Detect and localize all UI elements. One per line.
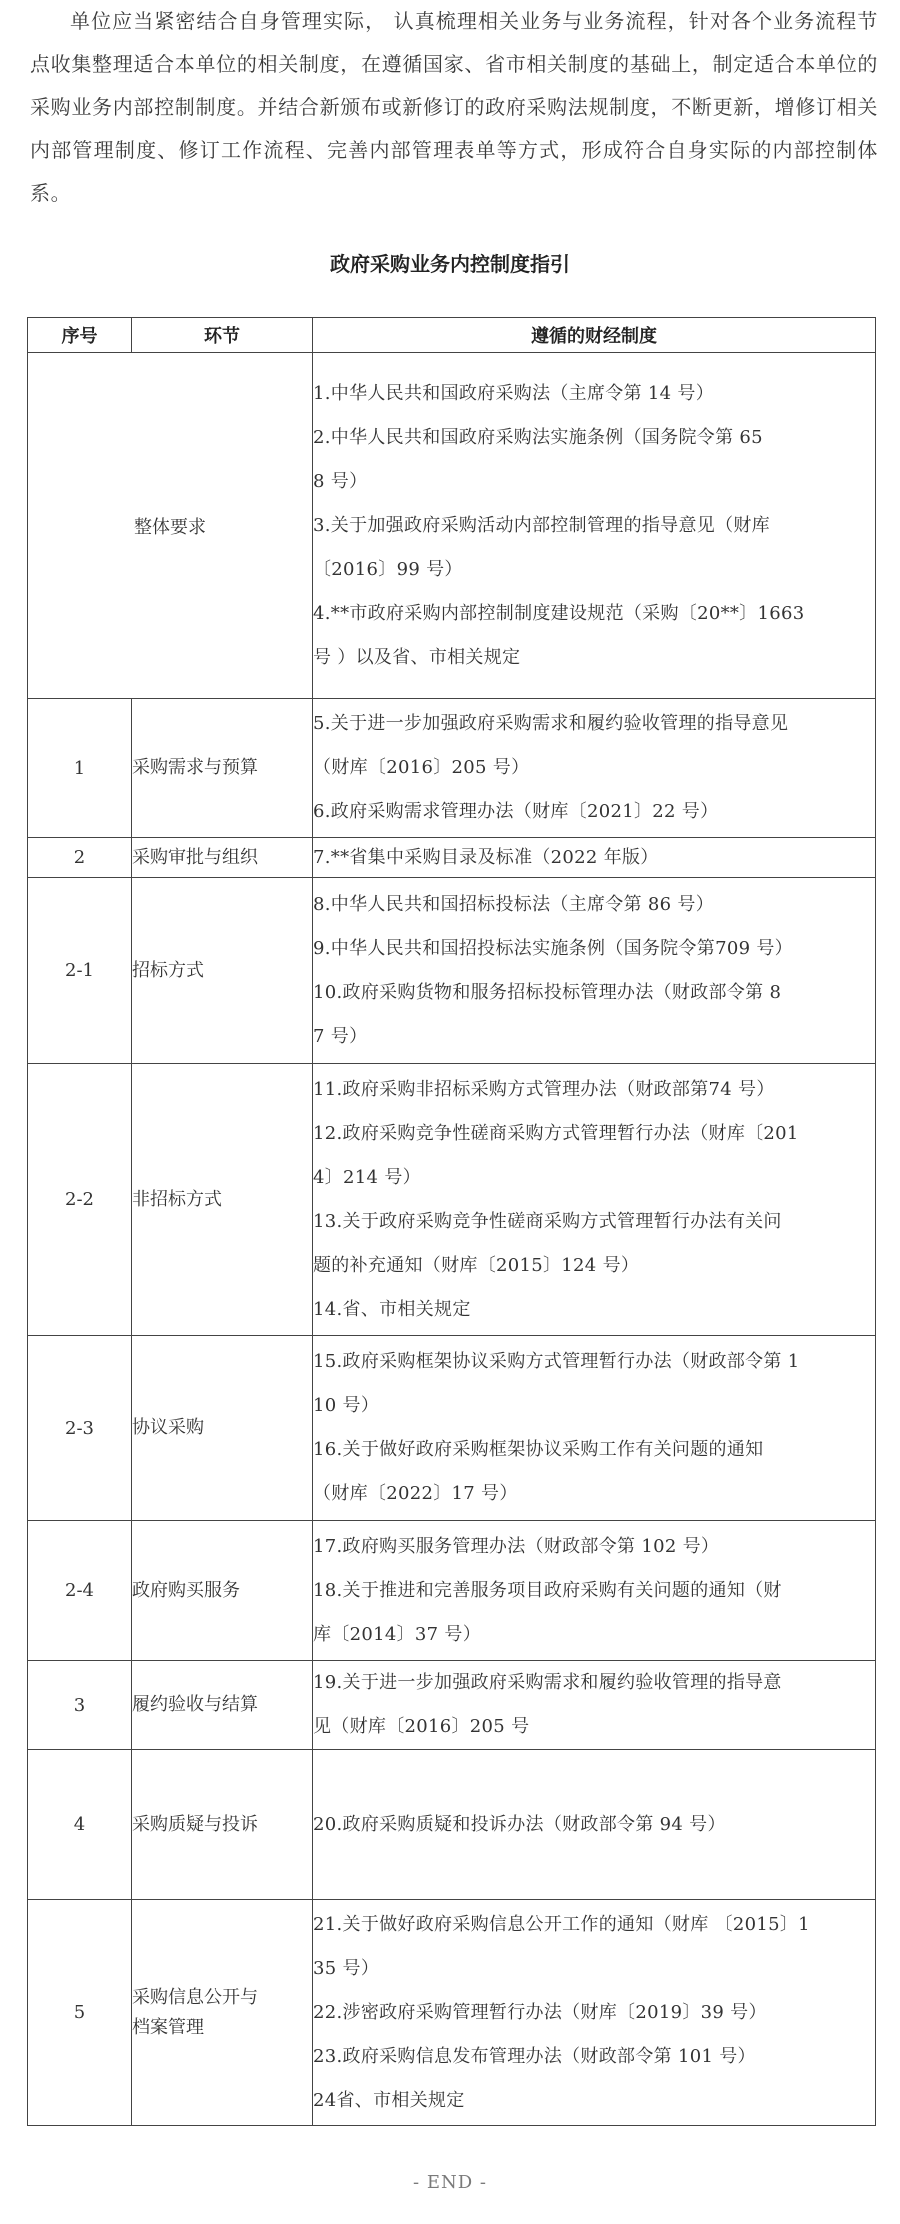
header-stage: 环节 xyxy=(132,318,313,353)
reg-line: 16.关于做好政府采购框架协议采购工作有关问题的通知 xyxy=(313,1439,764,1460)
reg-line: 库〔2014〕37 号） xyxy=(313,1623,482,1645)
stage-cell: 协议采购 xyxy=(132,1336,313,1521)
reg-line: 3.关于加强政府采购活动内部控制管理的指导意见（财库 xyxy=(313,514,770,536)
table-row xyxy=(28,1661,876,1750)
table-row xyxy=(28,1064,876,1336)
stage-cell: 采购需求与预算 xyxy=(132,699,313,838)
table-row xyxy=(28,353,876,699)
reg-line: 7.**省集中采购目录及标准（2022 年版） xyxy=(313,846,659,868)
seq-cell: 5 xyxy=(28,1900,132,2126)
reg-line: 10 号） xyxy=(313,1395,380,1416)
regs-cell xyxy=(313,1336,876,1521)
seq-cell: 2 xyxy=(28,838,132,878)
stage-cell: 招标方式 xyxy=(132,878,313,1064)
reg-line: 13.关于政府采购竞争性磋商采购方式管理暂行办法有关问 xyxy=(313,1210,782,1232)
reg-line: 号 ）以及省、市相关规定 xyxy=(313,646,521,668)
seq-cell: 3 xyxy=(28,1661,132,1750)
reg-line: 35 号） xyxy=(313,1957,380,1979)
regs-cell xyxy=(313,878,876,1064)
reg-line: 10.政府采购货物和服务招标投标管理办法（财政部令第 8 xyxy=(313,981,782,1003)
stage-cell: 履约验收与结算 xyxy=(132,1661,313,1750)
reg-line: 18.关于推进和完善服务项目政府采购有关问题的通知（财 xyxy=(313,1579,782,1601)
reg-line: 2.中华人民共和国政府采购法实施条例（国务院令第 65 xyxy=(313,426,763,448)
reg-line: 12.政府采购竞争性磋商采购方式管理暂行办法（财库〔201 xyxy=(313,1122,799,1144)
table-title: 政府采购业务内控制度指引 xyxy=(330,252,570,276)
reg-line: 6.政府采购需求管理办法（财库〔2021〕22 号） xyxy=(313,801,719,822)
reg-line: （财库〔2016〕205 号） xyxy=(313,757,530,778)
reg-line: （财库〔2022〕17 号） xyxy=(313,1483,518,1504)
reg-line: 5.关于进一步加强政府采购需求和履约验收管理的指导意见 xyxy=(313,713,789,734)
regs-cell xyxy=(313,699,876,838)
reg-line: 4.**市政府采购内部控制制度建设规范（采购〔20**〕1663 xyxy=(313,602,805,624)
table-row xyxy=(28,838,876,878)
table-header-row xyxy=(28,318,876,353)
reg-line: 19.关于进一步加强政府采购需求和履约验收管理的指导意 xyxy=(313,1672,782,1693)
header-seq: 序号 xyxy=(28,318,132,353)
regs-cell xyxy=(313,353,876,699)
stage-cell xyxy=(132,1900,313,2126)
seq-cell: 2-3 xyxy=(28,1336,132,1521)
regs-cell xyxy=(313,1661,876,1750)
reg-line: 8 号） xyxy=(313,470,368,492)
reg-line: 17.政府购买服务管理办法（财政部令第 102 号） xyxy=(313,1535,720,1557)
reg-line: 21.关于做好政府采购信息公开工作的通知（财库 〔2015〕1 xyxy=(313,1913,810,1935)
reg-line: 15.政府采购框架协议采购方式管理暂行办法（财政部令第 1 xyxy=(313,1351,800,1372)
reg-line: 23.政府采购信息发布管理办法（财政部令第 101 号） xyxy=(313,2045,756,2067)
reg-line: 14.省、市相关规定 xyxy=(313,1298,471,1320)
seq-cell: 2-4 xyxy=(28,1521,132,1661)
table-row xyxy=(28,1900,876,2126)
regs-cell xyxy=(313,1521,876,1661)
reg-line: 见（财库〔2016〕205 号 xyxy=(313,1716,530,1737)
reg-line: 9.中华人民共和国招投标法实施条例（国务院令第709 号） xyxy=(313,937,793,959)
reg-line: 〔2016〕99 号） xyxy=(313,558,463,580)
header-regs: 遵循的财经制度 xyxy=(313,318,876,353)
reg-line: 7 号） xyxy=(313,1025,368,1047)
regs-cell xyxy=(313,1900,876,2126)
table-row xyxy=(28,878,876,1064)
seq-cell: 2-1 xyxy=(28,878,132,1064)
seq-cell: 4 xyxy=(28,1750,132,1900)
reg-line: 8.中华人民共和国招标投标法（主席令第 86 号） xyxy=(313,893,715,915)
stage-cell: 政府购买服务 xyxy=(132,1521,313,1661)
reg-line: 1.中华人民共和国政府采购法（主席令第 14 号） xyxy=(313,382,715,404)
end-marker: - END - xyxy=(413,2172,487,2193)
table-row xyxy=(28,1750,876,1900)
regs-cell xyxy=(313,838,876,878)
table-row xyxy=(28,1336,876,1521)
seq-cell: 2-2 xyxy=(28,1064,132,1336)
reg-line: 24省、市相关规定 xyxy=(313,2089,465,2111)
stage-line: 采购信息公开与 xyxy=(132,1986,258,2008)
stage-line: 档案管理 xyxy=(132,2016,204,2038)
table-row xyxy=(28,1521,876,1661)
table-row xyxy=(28,699,876,838)
regs-cell xyxy=(313,1064,876,1336)
intro-paragraph: 单位应当紧密结合自身管理实际， 认真梳理相关业务与业务流程，针对各个业务流程节点收集整理适合本单位的相关制度，在遵循国家、省市相关制度的基础上，制定适合本单位的采购业务内部控制制度。并结合新颁布或新修订的政府采购法规制度，不断更新，增修订相关内部管理制度、修订工作流程、完善内部管理表单等方式，形成符合自身实际的内部控制体系。 xyxy=(30,9,878,205)
reg-line: 4〕214 号） xyxy=(313,1166,421,1188)
stage-cell-overall: 整体要求 xyxy=(28,353,313,699)
stage-cell: 非招标方式 xyxy=(132,1064,313,1336)
reg-line: 22.涉密政府采购管理暂行办法（财库〔2019〕39 号） xyxy=(313,2001,767,2023)
stage-cell: 采购质疑与投诉 xyxy=(132,1750,313,1900)
seq-cell: 1 xyxy=(28,699,132,838)
reg-line: 11.政府采购非招标采购方式管理办法（财政部第74 号） xyxy=(313,1078,775,1100)
regulation-table xyxy=(27,317,876,2126)
regs-cell xyxy=(313,1750,876,1900)
reg-line: 20.政府采购质疑和投诉办法（财政部令第 94 号） xyxy=(313,1813,726,1835)
stage-cell: 采购审批与组织 xyxy=(132,838,313,878)
reg-line: 题的补充通知（财库〔2015〕124 号） xyxy=(313,1254,640,1276)
